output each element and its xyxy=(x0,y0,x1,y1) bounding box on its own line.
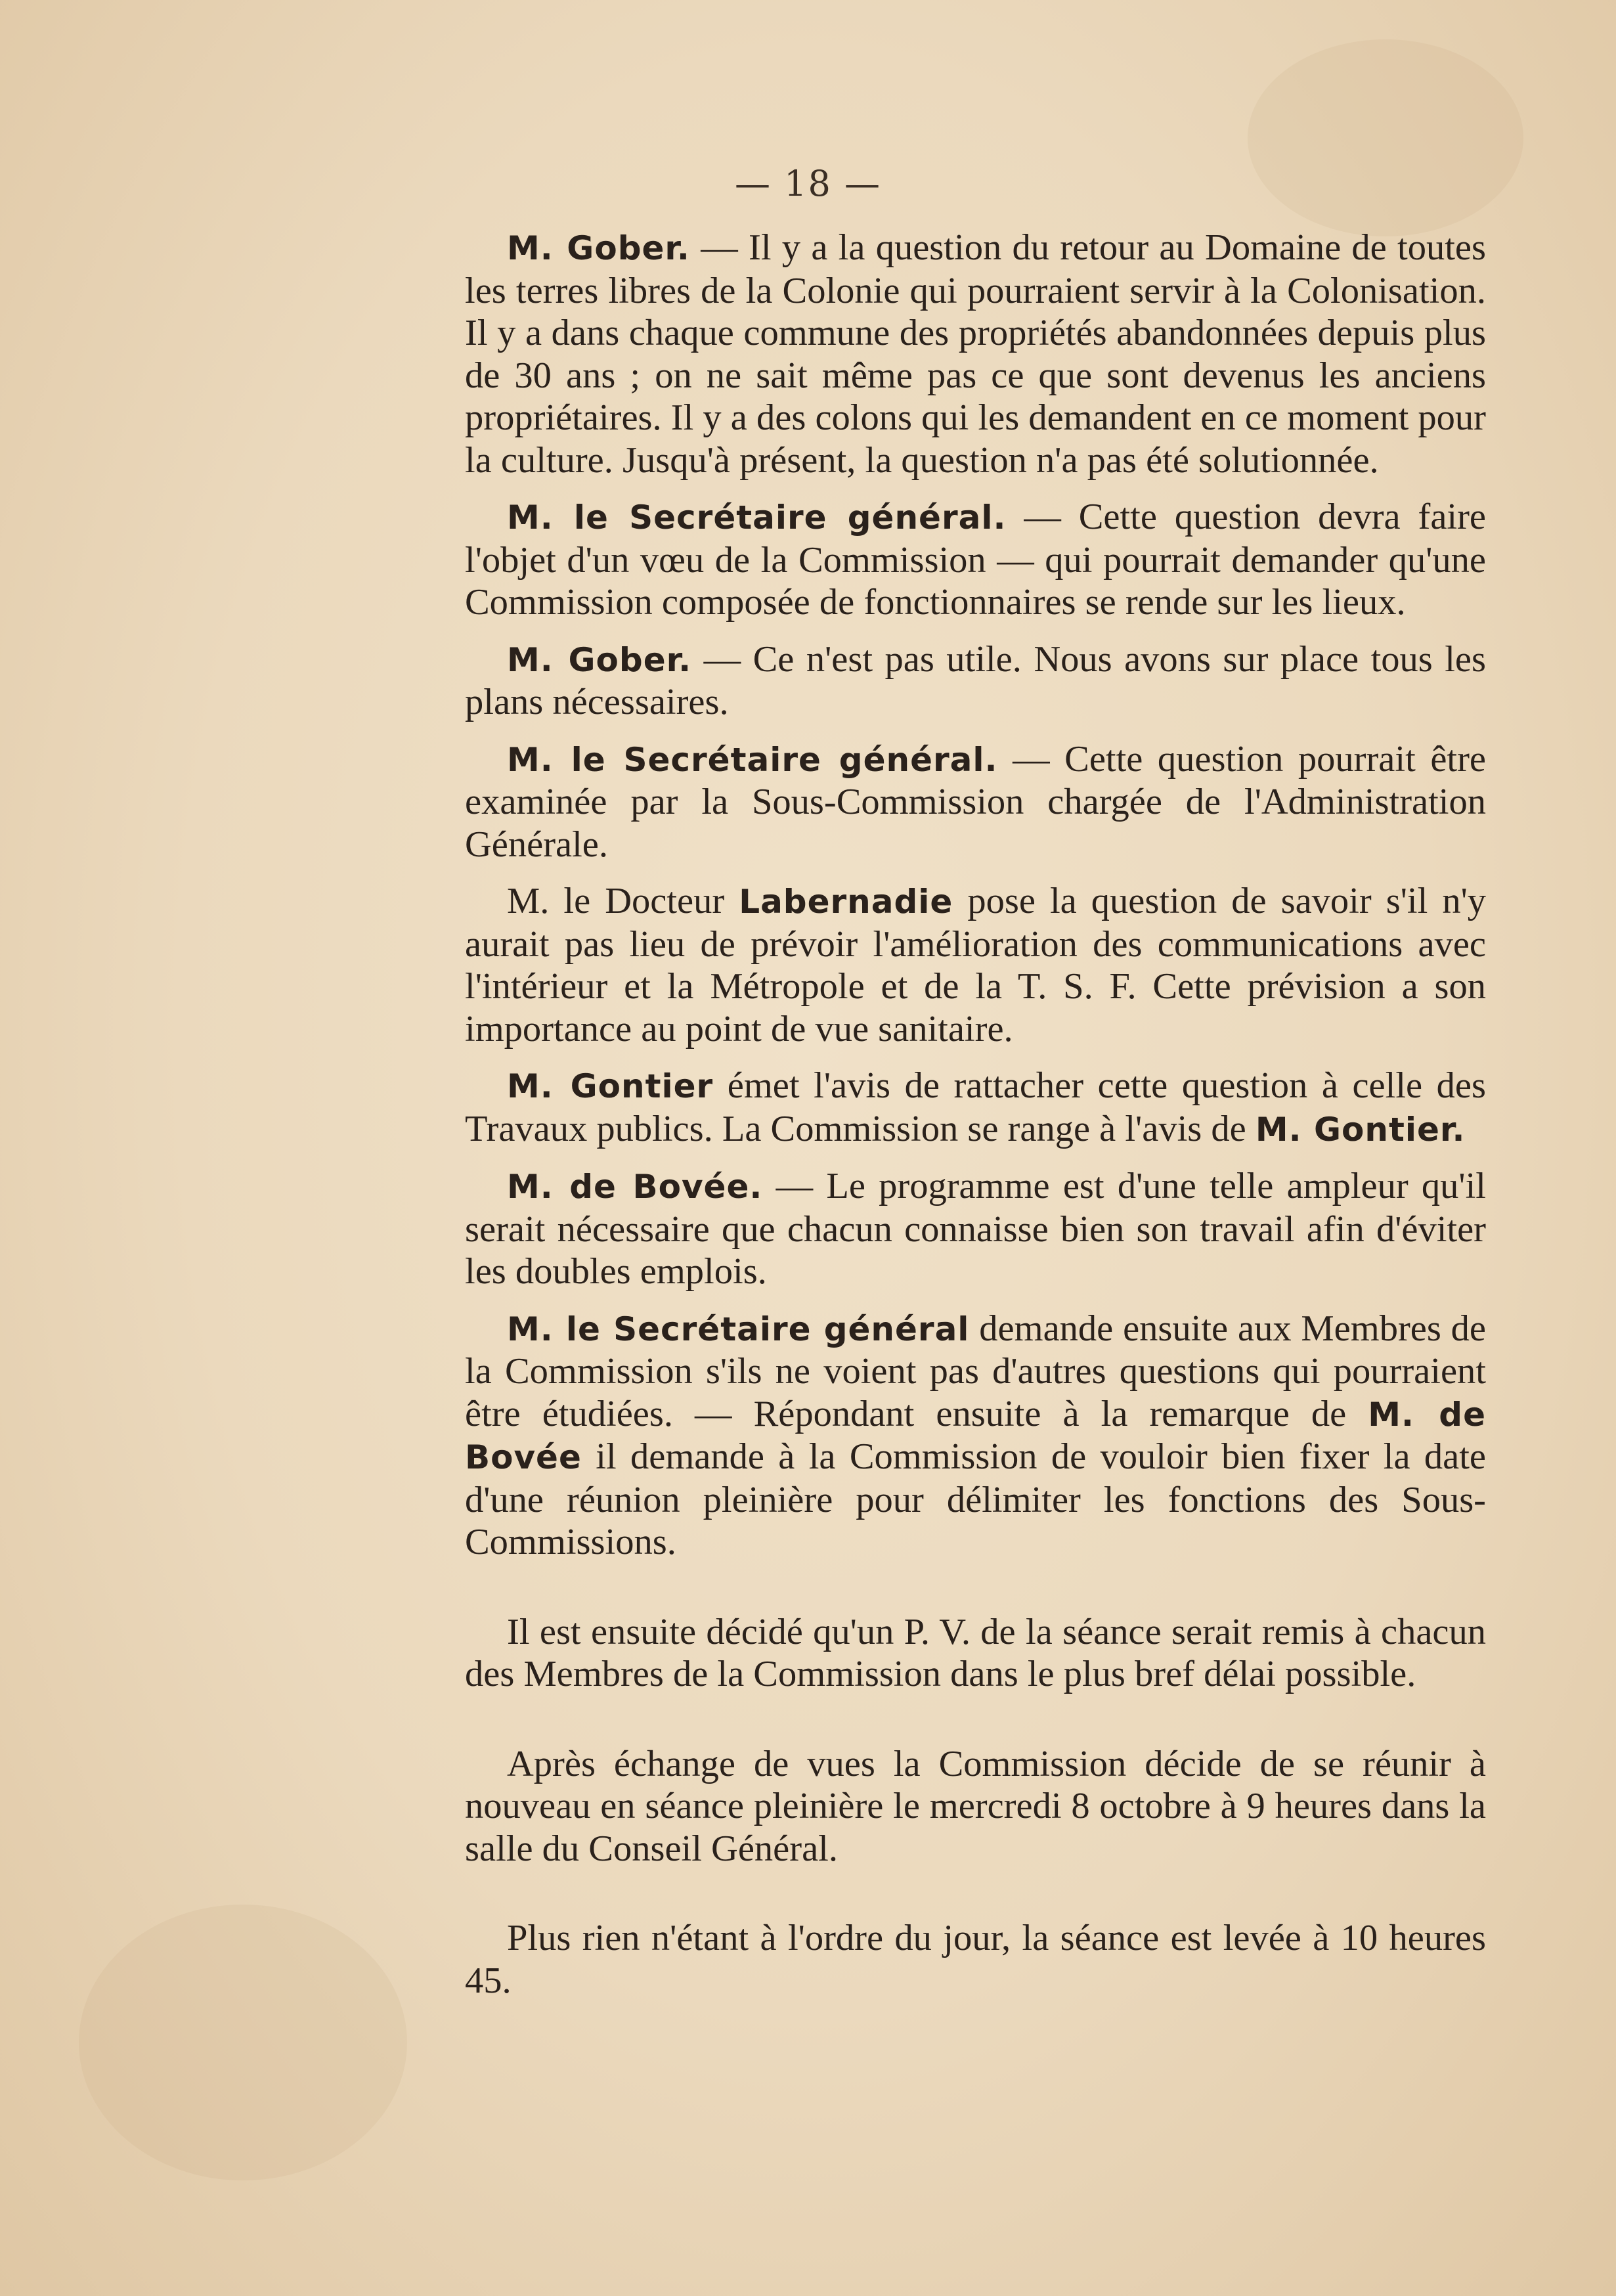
speaker-name: M. Gober. xyxy=(507,640,692,679)
speech-text: — Cette question devra faire l'objet d'un vœu de la Commission — qui pourrait demander qu'une Commission composée de fonctionnaires se rende sur les lieux. xyxy=(465,497,1486,623)
speech-text: émet l'avis de rattacher cette question à celle des Travaux publics. La Commission se range à l'avis de xyxy=(465,1065,1486,1149)
paragraph xyxy=(465,1165,1486,1293)
speech-text: — Il y a la question du retour au Domaine de toutes les terres libres de la Colonie qui pourraient servir à la Colonisation. Il y a dans chaque commune des propriétés abandonnées depuis plus de 30 ans ; on ne sait même pas ce que sont devenus les anciens propriétaires. Il y a des colons qui les demandent en ce moment pour la culture. Jusqu'à présent, la question n'a pas été solutionnée. xyxy=(465,227,1486,481)
paper-stain xyxy=(1248,39,1523,236)
paragraph xyxy=(465,1308,1486,1564)
body-text xyxy=(465,227,1486,2016)
paragraph xyxy=(465,738,1486,866)
speaker-name: M. le Secrétaire général xyxy=(507,1310,970,1348)
speech-text: pose la question de savoir s'il n'y aurait pas lieu de prévoir l'amélioration des communications avec l'intérieur et la Métropole et de la T. S. F. Cette prévision a son importance au point de vue sanitaire. xyxy=(465,881,1486,1049)
speaker-name: M. le Secrétaire général. xyxy=(507,740,998,779)
speech-lead: M. le Docteur xyxy=(507,881,739,921)
speech-text: — Cette question pourrait être examinée par la Sous-Commission chargée de l'Administration Générale. xyxy=(465,738,1486,865)
paragraph xyxy=(465,1065,1486,1151)
paragraph xyxy=(465,1743,1486,1870)
speaker-name: M. de Bovée. xyxy=(507,1168,763,1206)
page-number: — 18 — xyxy=(734,163,882,204)
paragraph xyxy=(465,227,1486,481)
speaker-name: M. le Secrétaire général. xyxy=(507,498,1007,537)
speech-text: Après échange de vues la Commission décide de se réunir à nouveau en séance pleinière le mercredi 8 octobre à 9 heures dans la salle du Conseil Général. xyxy=(465,1743,1486,1869)
speech-text: Plus rien n'étant à l'ordre du jour, la séance est levée à 10 heures 45. xyxy=(465,1918,1486,2001)
paragraph xyxy=(465,1611,1486,1696)
speaker-name: M. Gober. xyxy=(507,229,690,267)
speech-text: — Le programme est d'une telle ampleur qu'il serait nécessaire que chacun connaisse bien son travail afin d'éviter les doubles emplois. xyxy=(465,1166,1487,1292)
paragraph xyxy=(465,496,1486,624)
paper-stain xyxy=(79,1905,407,2180)
paragraph xyxy=(465,1917,1486,2002)
speaker-name-secondary: M. Gontier. xyxy=(1255,1110,1466,1149)
speaker-name-secondary: M. de Bovée xyxy=(465,1395,1486,1476)
speaker-name: Labernadie xyxy=(739,883,953,921)
speech-text: demande ensuite aux Membres de la Commission s'ils ne voient pas d'autres questions qui pourraient être étudiées. — Répondant ensuite à la remarque de xyxy=(465,1308,1487,1434)
speaker-name: M. Gontier xyxy=(507,1067,714,1105)
speech-text: — Ce n'est pas utile. Nous avons sur place tous les plans nécessaires. xyxy=(465,638,1486,722)
speech-text: Il est ensuite décidé qu'un P. V. de la séance serait remis à chacun des Membres de la Commission dans le plus bref délai possible. xyxy=(465,1611,1486,1694)
paragraph xyxy=(465,880,1486,1050)
speech-text-continued: il demande à la Commission de vouloir bien fixer la date d'une réunion pleinière pour délimiter les fonctions des Sous-Commissions. xyxy=(465,1436,1486,1562)
paragraph xyxy=(465,638,1486,724)
